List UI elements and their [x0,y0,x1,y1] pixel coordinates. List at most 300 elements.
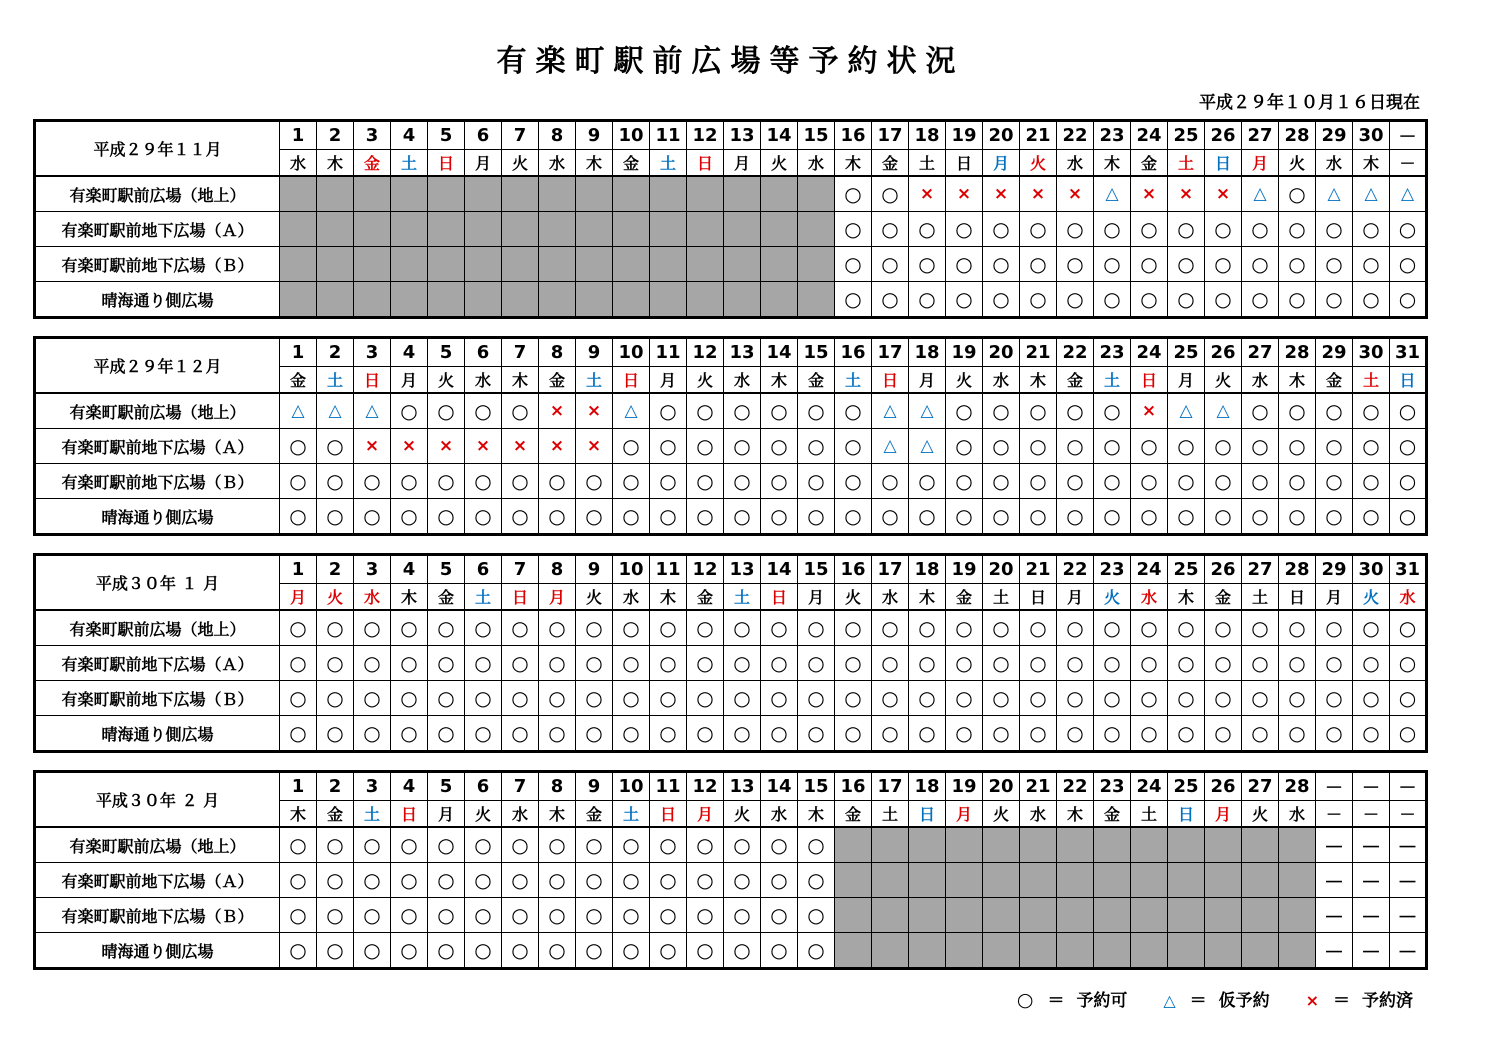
unavailable-cell [798,176,835,212]
status-cell: ○ [724,499,761,535]
unavailable-cell [798,282,835,318]
status-cell: ○ [1279,681,1316,716]
status-cell: ○ [835,499,872,535]
day-number: 14 [761,338,798,367]
day-number: 10 [613,121,650,150]
weekday: 土 [354,801,391,828]
status-cell: ○ [909,212,946,247]
status-cell: ○ [391,933,428,969]
status-cell: ○ [724,610,761,646]
weekday: 土 [317,367,354,394]
status-cell: ○ [687,933,724,969]
weekday: 木 [909,584,946,611]
status-cell: ○ [465,646,502,681]
legend-label: 予約済 [1362,991,1413,1011]
unavailable-cell [1279,827,1316,863]
day-number: 4 [391,772,428,801]
weekday: 日 [354,367,391,394]
status-cell: ○ [761,646,798,681]
day-number: 6 [465,338,502,367]
day-number: 31 [1390,338,1427,367]
status-cell: × [354,429,391,464]
unavailable-cell [909,933,946,969]
status-cell: ○ [983,393,1020,429]
day-number: 30 [1353,121,1390,150]
weekday: 火 [1205,367,1242,394]
status-cell: × [1205,176,1242,212]
status-cell: ○ [1094,681,1131,716]
facility-label: 有楽町駅前地下広場（Ａ） [35,429,280,464]
status-cell: ○ [576,464,613,499]
status-cell: ○ [872,610,909,646]
status-cell: ○ [280,646,317,681]
status-cell: ○ [724,681,761,716]
status-cell: ○ [761,429,798,464]
weekday: 土 [391,150,428,177]
weekday: 火 [724,801,761,828]
weekday: 火 [428,367,465,394]
status-cell: △ [1168,393,1205,429]
unavailable-cell [465,282,502,318]
status-cell: × [539,429,576,464]
status-cell: ○ [539,610,576,646]
status-cell: ○ [687,898,724,933]
weekday: 土 [465,584,502,611]
unavailable-cell [1131,827,1168,863]
weekday: 月 [724,150,761,177]
weekday: 土 [983,584,1020,611]
status-cell: ○ [1242,499,1279,535]
status-cell: ○ [761,827,798,863]
status-cell: ○ [613,898,650,933]
status-cell: ○ [280,863,317,898]
unavailable-cell [1094,898,1131,933]
status-cell: ○ [1094,464,1131,499]
status-cell: ○ [909,716,946,752]
status-cell: × [1057,176,1094,212]
status-cell: ○ [317,646,354,681]
status-cell: ○ [428,681,465,716]
status-cell: ○ [1353,282,1390,318]
status-cell: ○ [465,863,502,898]
status-cell: ○ [280,933,317,969]
status-cell: ○ [354,610,391,646]
status-cell: ○ [391,716,428,752]
status-cell: × [428,429,465,464]
status-cell: ○ [761,464,798,499]
status-cell: × [391,429,428,464]
weekday: 木 [539,801,576,828]
status-cell: ○ [761,863,798,898]
day-number: 17 [872,555,909,584]
day-number: 3 [354,121,391,150]
status-cell: ○ [1131,716,1168,752]
unavailable-cell [650,212,687,247]
day-number: 18 [909,555,946,584]
status-cell: ○ [428,933,465,969]
status-cell: － [1316,933,1353,969]
day-number: 22 [1057,555,1094,584]
status-cell: ○ [1242,681,1279,716]
weekday: 月 [465,150,502,177]
status-cell: ○ [1390,716,1427,752]
facility-label: 晴海通り側広場 [35,716,280,752]
status-cell: ○ [1390,681,1427,716]
weekday: 水 [1057,150,1094,177]
day-number: 4 [391,121,428,150]
status-cell: ○ [1094,646,1131,681]
weekday: 月 [798,584,835,611]
status-cell: ○ [761,898,798,933]
unavailable-cell [1205,933,1242,969]
status-cell: ○ [1316,646,1353,681]
status-cell: ○ [650,646,687,681]
unavailable-cell [1057,898,1094,933]
weekday: 金 [1057,367,1094,394]
day-number: 19 [946,121,983,150]
status-cell: ○ [1242,247,1279,282]
weekday: 日 [1205,150,1242,177]
status-cell: ○ [1168,646,1205,681]
weekday: 火 [687,367,724,394]
status-cell: ○ [465,716,502,752]
status-cell: ○ [946,499,983,535]
status-cell: ○ [1390,212,1427,247]
day-number: 23 [1094,338,1131,367]
status-cell: ○ [650,827,687,863]
weekday: 火 [502,150,539,177]
status-cell: ○ [983,429,1020,464]
status-cell: ○ [1131,610,1168,646]
status-cell: － [1316,827,1353,863]
weekday: 月 [539,584,576,611]
unavailable-cell [1020,863,1057,898]
status-cell: ○ [1353,429,1390,464]
unavailable-cell [502,247,539,282]
page-title: 有楽町駅前広場等予約状況 [496,44,965,79]
status-cell: ○ [1316,610,1353,646]
unavailable-cell [946,898,983,933]
status-cell: ○ [428,716,465,752]
day-number: 13 [724,555,761,584]
unavailable-cell [539,176,576,212]
unavailable-cell [983,898,1020,933]
status-cell: ○ [1057,499,1094,535]
weekday: 水 [280,150,317,177]
status-cell: ○ [835,393,872,429]
unavailable-cell [1242,863,1279,898]
status-cell: △ [1353,176,1390,212]
day-number: 15 [798,121,835,150]
day-number: 21 [1020,772,1057,801]
day-number: 13 [724,772,761,801]
day-number: 27 [1242,338,1279,367]
day-number: 19 [946,338,983,367]
unavailable-cell [909,898,946,933]
day-number: 28 [1279,121,1316,150]
status-cell: ○ [1279,247,1316,282]
day-number: 21 [1020,555,1057,584]
day-number: 26 [1205,772,1242,801]
status-cell: ○ [1168,499,1205,535]
status-cell: ○ [576,863,613,898]
unavailable-cell [1168,827,1205,863]
status-cell: × [1131,176,1168,212]
weekday: 日 [1279,584,1316,611]
status-cell: ○ [1205,716,1242,752]
status-cell: ○ [761,610,798,646]
legend-tentative: △ ＝ 仮予約 [1163,986,1269,1011]
month-table [33,336,1428,536]
status-cell: ○ [1316,282,1353,318]
status-cell: ○ [798,464,835,499]
status-cell: ○ [1279,646,1316,681]
weekday: 火 [317,584,354,611]
status-cell: ○ [1353,610,1390,646]
status-cell: ○ [872,681,909,716]
status-cell: × [946,176,983,212]
status-cell: ○ [909,646,946,681]
status-cell: ○ [835,464,872,499]
status-cell: ○ [1316,247,1353,282]
status-cell: ○ [946,716,983,752]
status-cell: ○ [280,827,317,863]
status-cell: ○ [1390,393,1427,429]
weekday: 火 [946,367,983,394]
unavailable-cell [1242,827,1279,863]
day-number: 21 [1020,121,1057,150]
day-number: 9 [576,555,613,584]
weekday: 木 [1279,367,1316,394]
unavailable-cell [687,282,724,318]
day-number: 24 [1131,772,1168,801]
day-number: 3 [354,338,391,367]
status-cell: ○ [317,898,354,933]
day-number: 11 [650,338,687,367]
status-cell: ○ [1316,716,1353,752]
status-cell: ○ [280,499,317,535]
status-cell: ○ [1353,212,1390,247]
day-number: 24 [1131,121,1168,150]
unavailable-cell [280,247,317,282]
weekday: 火 [1020,150,1057,177]
day-number: 9 [576,121,613,150]
weekday: 土 [1242,584,1279,611]
unavailable-cell [872,933,909,969]
status-cell: ○ [835,681,872,716]
weekday: 日 [946,150,983,177]
status-cell: ○ [502,898,539,933]
status-cell: ○ [539,827,576,863]
status-cell: ○ [465,898,502,933]
status-cell: ○ [687,681,724,716]
status-cell: ○ [1020,646,1057,681]
status-cell: ○ [576,610,613,646]
status-cell: ○ [946,464,983,499]
status-cell: ○ [872,646,909,681]
status-cell: ○ [983,282,1020,318]
status-cell: － [1353,933,1390,969]
status-cell: ○ [1057,429,1094,464]
status-cell: ○ [428,898,465,933]
status-cell: ○ [1205,212,1242,247]
day-number: 25 [1168,555,1205,584]
status-cell: ○ [502,933,539,969]
weekday: 日 [502,584,539,611]
status-cell: ○ [1094,429,1131,464]
status-cell: ○ [1057,393,1094,429]
status-cell: ○ [687,610,724,646]
unavailable-cell [465,176,502,212]
day-number: 5 [428,555,465,584]
weekday: 木 [650,584,687,611]
status-cell: ○ [798,933,835,969]
status-cell: ○ [280,681,317,716]
status-cell: ○ [613,716,650,752]
month-table [33,770,1428,970]
status-cell: ○ [872,464,909,499]
status-cell: × [1020,176,1057,212]
status-cell: ○ [1205,499,1242,535]
status-cell: ○ [687,716,724,752]
weekday: 金 [428,584,465,611]
status-cell: ○ [613,863,650,898]
status-cell: × [909,176,946,212]
day-number: － [1316,772,1353,801]
status-cell: ○ [1131,212,1168,247]
status-cell: ○ [502,610,539,646]
day-number: 12 [687,555,724,584]
status-cell: ○ [1131,464,1168,499]
weekday: 日 [909,801,946,828]
status-cell: ○ [1316,464,1353,499]
unavailable-cell [576,282,613,318]
status-cell: ○ [872,282,909,318]
unavailable-cell [872,863,909,898]
status-cell: ○ [1094,247,1131,282]
unavailable-cell [317,176,354,212]
unavailable-cell [1205,863,1242,898]
status-cell: ○ [391,863,428,898]
day-number: 16 [835,338,872,367]
day-number: 23 [1094,555,1131,584]
status-cell: ○ [983,464,1020,499]
status-cell: ○ [1131,499,1168,535]
weekday: 水 [872,584,909,611]
month-label: 平成２９年１２月 [35,338,280,394]
status-cell: ○ [909,464,946,499]
weekday: 土 [1168,150,1205,177]
status-cell: － [1353,863,1390,898]
unavailable-cell [354,212,391,247]
unavailable-cell [650,176,687,212]
unavailable-cell [724,212,761,247]
unavailable-cell [761,176,798,212]
day-number: 26 [1205,555,1242,584]
status-cell: ○ [502,393,539,429]
status-cell: △ [1316,176,1353,212]
unavailable-cell [724,282,761,318]
day-number: 29 [1316,338,1353,367]
unavailable-cell [761,212,798,247]
unavailable-cell [613,176,650,212]
day-number: － [1353,772,1390,801]
status-cell: ○ [613,933,650,969]
status-cell: ○ [539,933,576,969]
weekday: 月 [391,367,428,394]
unavailable-cell [1057,933,1094,969]
circle-icon: ○ [1016,989,1034,1011]
unavailable-cell [835,898,872,933]
day-number: 24 [1131,338,1168,367]
status-cell: ○ [1279,716,1316,752]
status-cell: ○ [872,499,909,535]
status-cell: ○ [1168,212,1205,247]
month-table [33,553,1428,753]
weekday: 日 [650,801,687,828]
facility-label: 有楽町駅前地下広場（Ｂ） [35,464,280,499]
status-cell: ○ [613,681,650,716]
unavailable-cell [1205,898,1242,933]
legend-available: ○ ＝ 予約可 [1017,986,1128,1011]
unavailable-cell [465,212,502,247]
status-cell: ○ [835,429,872,464]
status-cell: ○ [502,646,539,681]
status-cell: ○ [650,681,687,716]
facility-label: 晴海通り側広場 [35,499,280,535]
status-cell: ○ [280,898,317,933]
unavailable-cell [1279,933,1316,969]
status-cell: ○ [502,863,539,898]
weekday: 水 [983,367,1020,394]
status-cell: ○ [391,898,428,933]
status-cell: ○ [317,499,354,535]
status-cell: ○ [539,646,576,681]
status-cell: ○ [576,933,613,969]
status-cell: ○ [1020,610,1057,646]
day-number: 17 [872,338,909,367]
status-cell: ○ [798,499,835,535]
day-number: 18 [909,338,946,367]
status-cell: ○ [1020,464,1057,499]
status-cell: ○ [465,464,502,499]
weekday: 金 [613,150,650,177]
status-cell: ○ [354,933,391,969]
weekday: 水 [1279,801,1316,828]
status-cell: ○ [539,716,576,752]
status-cell: ○ [1205,464,1242,499]
status-cell: ○ [1168,247,1205,282]
status-cell: ○ [1205,646,1242,681]
day-number: 6 [465,121,502,150]
weekday: 土 [872,801,909,828]
weekday: － [1316,801,1353,828]
status-cell: ○ [576,681,613,716]
status-cell: ○ [1279,212,1316,247]
status-cell: ○ [1168,464,1205,499]
status-cell: ○ [946,212,983,247]
unavailable-cell [539,212,576,247]
status-cell: ○ [613,429,650,464]
weekday: 月 [650,367,687,394]
status-cell: ○ [354,716,391,752]
status-cell: ○ [317,464,354,499]
day-number: 2 [317,121,354,150]
day-number: 1 [280,121,317,150]
weekday: 水 [761,801,798,828]
status-cell: ○ [1057,282,1094,318]
status-cell: ○ [1242,716,1279,752]
